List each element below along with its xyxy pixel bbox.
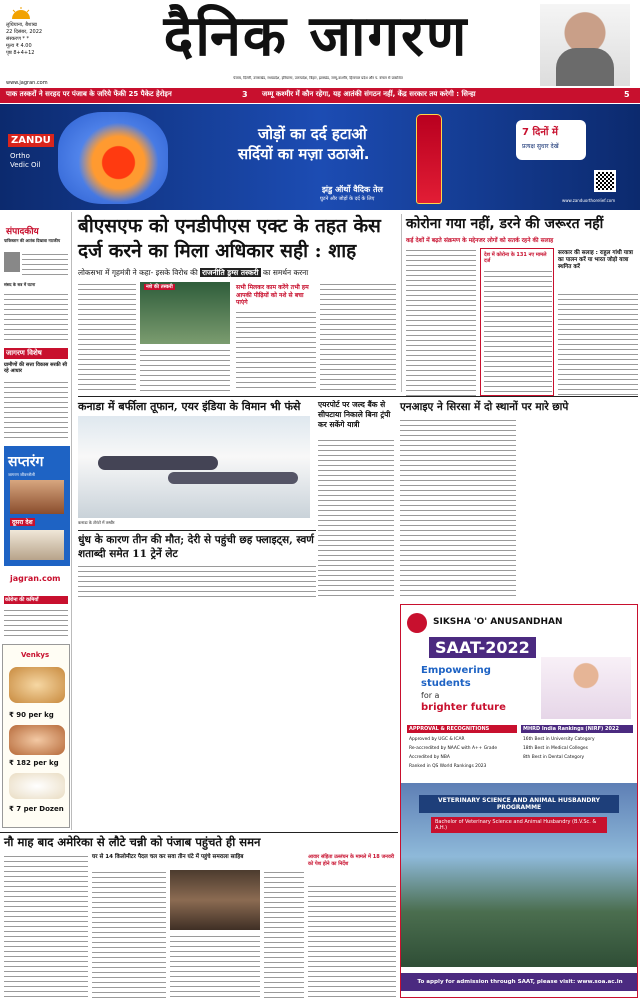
ad-tagline-1: झंडु ऑर्थो वैदिक तेल xyxy=(322,185,383,194)
jagran-url[interactable]: jagran.com xyxy=(10,574,61,583)
corona-side-head: कोरोना की कमियाँ xyxy=(4,596,68,604)
approval-3: Accredited by NBA xyxy=(409,755,450,760)
vet-course: Bachelor of Veterinary Science and Animal Husbandry (B.V.Sc. & A.H.) xyxy=(431,817,607,833)
lead-subhead xyxy=(78,268,396,278)
price: मूल्य ₹ 4.00 xyxy=(6,43,32,49)
states-line: पंजाब, दिल्ली, उत्तराखंड, मध्यप्रदेश, हरियाणा, उत्तरप्रदेश, बिहार, झारखंड, जम्मू-कश्मीर, हिमाचल प्रदेश और प. बंगाल से प्रकाशित xyxy=(233,76,403,80)
bottom-sub-2: आवार संहिता उल्लंघन के मामले में 18 जनवरी को पेश होने का निर्देश xyxy=(308,854,395,867)
edition: संस्करण * * xyxy=(6,36,30,42)
approval-head: APPROVAL & RECOGNITIONS xyxy=(407,725,517,733)
masthead xyxy=(0,0,640,88)
pages: पृष्ठ 8+4+12 xyxy=(6,50,35,56)
nia-headline[interactable]: एनआइए ने सिरसा में दो स्थानों पर मारे छापे xyxy=(400,401,569,413)
lead-quote: सभी मिलकर काम करेंगे तभी हम आपकी पीढ़ियों को नशे से बचा पाएंगे xyxy=(236,284,309,306)
bottom-headline[interactable]: नौ माह बाद अमेरिका से लौटे चन्नी को पंजाब पहुंचते ही समन xyxy=(4,835,261,849)
saptrang-sub: जागरण जीवनशैली xyxy=(8,472,35,477)
corona-box xyxy=(480,248,554,396)
soa-emp-3: for a xyxy=(421,691,440,700)
fog-headline[interactable]: धुंध के कारण तीन की मौत; देरी से पहुंची छह फ्लाइट्स, स्वर्ण शताब्दी समेत 11 ट्रेनें लेट xyxy=(78,534,314,560)
zandu-ad[interactable] xyxy=(0,104,640,210)
rank-1: 16th Best in University Category xyxy=(523,737,595,742)
jv-headline[interactable]: ग्रामीणों की सत्ता विकास सरकी सी रहे आधार xyxy=(4,362,68,374)
soa-emp-4: brighter future xyxy=(421,702,506,713)
vet-head: VETERINARY SCIENCE AND ANIMAL HUSBANDRY PROGRAMME xyxy=(419,795,619,813)
saptrang-box[interactable] xyxy=(4,446,70,566)
oil-bottle xyxy=(416,114,442,204)
corona-subhead: कई देशों में बढ़ते संक्रमण के मद्देनजर लोगों को सतर्क रहने की सलाह xyxy=(406,238,554,244)
lead-highlight: राजनीति ड्रग्स तस्करी xyxy=(202,268,259,277)
soa-logo-icon xyxy=(407,613,427,633)
dusra-desh-photo xyxy=(10,530,64,560)
soa-title: SIKSHA 'O' ANUSANDHAN xyxy=(433,617,563,627)
eggs-image xyxy=(9,773,65,799)
rank-3: 8th Best in Dental Category xyxy=(523,755,585,760)
rank-2: 18th Best in Medical Colleges xyxy=(523,746,588,751)
soa-student-photo xyxy=(541,657,631,719)
venkys-ad[interactable] xyxy=(2,644,70,828)
newspaper-title: दैनिक जागरण xyxy=(163,4,469,69)
zandu-product: Ortho Vedic Oil xyxy=(10,152,41,169)
saptrang-title: सप्तरंग xyxy=(8,454,44,470)
kanada-caption: कनाडा के टोरंटो में तस्वीर xyxy=(78,520,115,525)
rank-head: MHRD India Rankings (NIRF) 2022 xyxy=(521,725,633,733)
ticker-left[interactable]: पाक तस्करों ने सरहद पर पंजाब के जरिये फेंकी 25 पैकेट हेरोइन xyxy=(6,90,172,98)
ticker-right-page: 5 xyxy=(624,90,630,99)
venkys-brand: Venkys xyxy=(21,651,50,659)
saptrang-photo xyxy=(10,480,64,514)
corona-headline[interactable]: कोरोना गया नहीं, डरने की जरूरत नहीं xyxy=(406,216,604,232)
venkys-price-1: ₹ 90 per kg xyxy=(9,711,54,719)
manoj-sinha-photo xyxy=(540,4,630,86)
left-sidebar xyxy=(0,212,72,830)
corona-box-head: देश में कोरोना के 131 नए मामले दर्ज xyxy=(484,252,547,264)
lead-subhead-text: लोकसभा में गृहमंत्री ने कहा- इसके विरोध की xyxy=(78,268,198,277)
ticker-bar xyxy=(0,88,640,103)
chicken-image-2 xyxy=(9,725,65,755)
ad-headline-2: सर्दियों का मज़ा उठाओ. xyxy=(238,145,370,163)
editorial-item-2[interactable]: संसद के सत्र में घटना xyxy=(4,282,36,287)
apply-text[interactable]: To apply for admission through SAAT, please visit: www.soa.ac.in xyxy=(401,973,638,991)
ad-headline-1: जोड़ों का दर्द हटाओ xyxy=(258,125,367,143)
approval-2: Re-accredited by NAAC with A++ Grade xyxy=(409,746,498,751)
editorial-item-1[interactable]: पाकिस्तान की आतंक दिखावा नाटकीय xyxy=(4,238,61,243)
venkys-price-3: ₹ 7 per Dozen xyxy=(9,805,64,813)
shah-photo xyxy=(140,282,230,344)
knee-illustration xyxy=(58,112,168,204)
lead-subhead-end: का समर्थन करना xyxy=(262,268,309,277)
soa-exam: SAAT-2022 xyxy=(429,637,536,658)
chicken-image xyxy=(9,667,65,703)
airport-headline[interactable]: एयरपोर्ट पर जल्द बैंक से सीपटाया निकाले बिना ट्रंपी कर सकेंगे यात्री xyxy=(318,400,391,429)
body-text xyxy=(0,0,1,1)
approval-4: Ranked in QS World Rankings 2023 xyxy=(409,764,487,769)
soa-ad[interactable] xyxy=(400,604,638,998)
approval-1: Approved by UGC & ICAR xyxy=(409,737,465,742)
venkys-price-2: ₹ 182 per kg xyxy=(9,759,59,767)
editorial-title: संपादकीय xyxy=(6,227,39,237)
lead-inset: नशे की तस्करी xyxy=(146,284,173,290)
ad-tagline-2: घुटने और जोड़ों के दर्द के लिए xyxy=(320,196,375,202)
seven-days-badge xyxy=(516,120,586,160)
kanada-photo xyxy=(78,416,310,518)
soa-emp-2: students xyxy=(421,678,471,689)
bottom-sub-1: घर से 14 किलोमीटर पैदल चल कर सवा तीन घंटे में पहुंचे समराला साहिब xyxy=(92,854,244,860)
dusra-desh: दूसरा देश xyxy=(12,519,33,526)
city-day: लुधियाना, बैशाख xyxy=(6,22,37,28)
jagran-vishesh: जागरण विशेष xyxy=(4,348,68,359)
soa-emp-1: Empowering xyxy=(421,665,491,676)
lead-headline[interactable]: बीएसएफ को एनडीपीएस एक्ट के तहत केस दर्ज करने का मिला अधिकार सही : शाह xyxy=(78,215,381,262)
kanada-headline[interactable]: कनाडा में बर्फीला तूफान, एयर इंडिया के विमान भी फंसे xyxy=(78,400,301,413)
qr-code[interactable] xyxy=(594,170,616,192)
issue-date: 22 दिसंबर, 2022 xyxy=(6,29,43,35)
channi-photo xyxy=(170,870,260,930)
website[interactable]: www.jagran.com xyxy=(6,80,48,86)
badge-text-2: प्रत्यक्ष सुधार देखें xyxy=(522,143,559,150)
author-photo xyxy=(4,252,20,272)
sun-logo-icon xyxy=(10,5,32,19)
badge-text-1: 7 दिनों में xyxy=(522,127,558,138)
ticker-right[interactable]: जम्मू कश्मीर में कौन रहेगा, यह आतंकी संगठन नहीं, केंद्र सरकार तय करेगी : सिन्हा xyxy=(262,90,476,98)
ad-url[interactable]: www.zanduorthorelief.com xyxy=(562,198,616,203)
corona-side-headline[interactable]: सरकार की सलाह : राहुल गांधी यात्रा का पालन करें या भारत जोड़ो यात्रा स्थगित करें xyxy=(558,250,633,270)
ticker-left-page: 3 xyxy=(242,90,248,99)
zandu-brand: ZANDU xyxy=(8,134,54,147)
